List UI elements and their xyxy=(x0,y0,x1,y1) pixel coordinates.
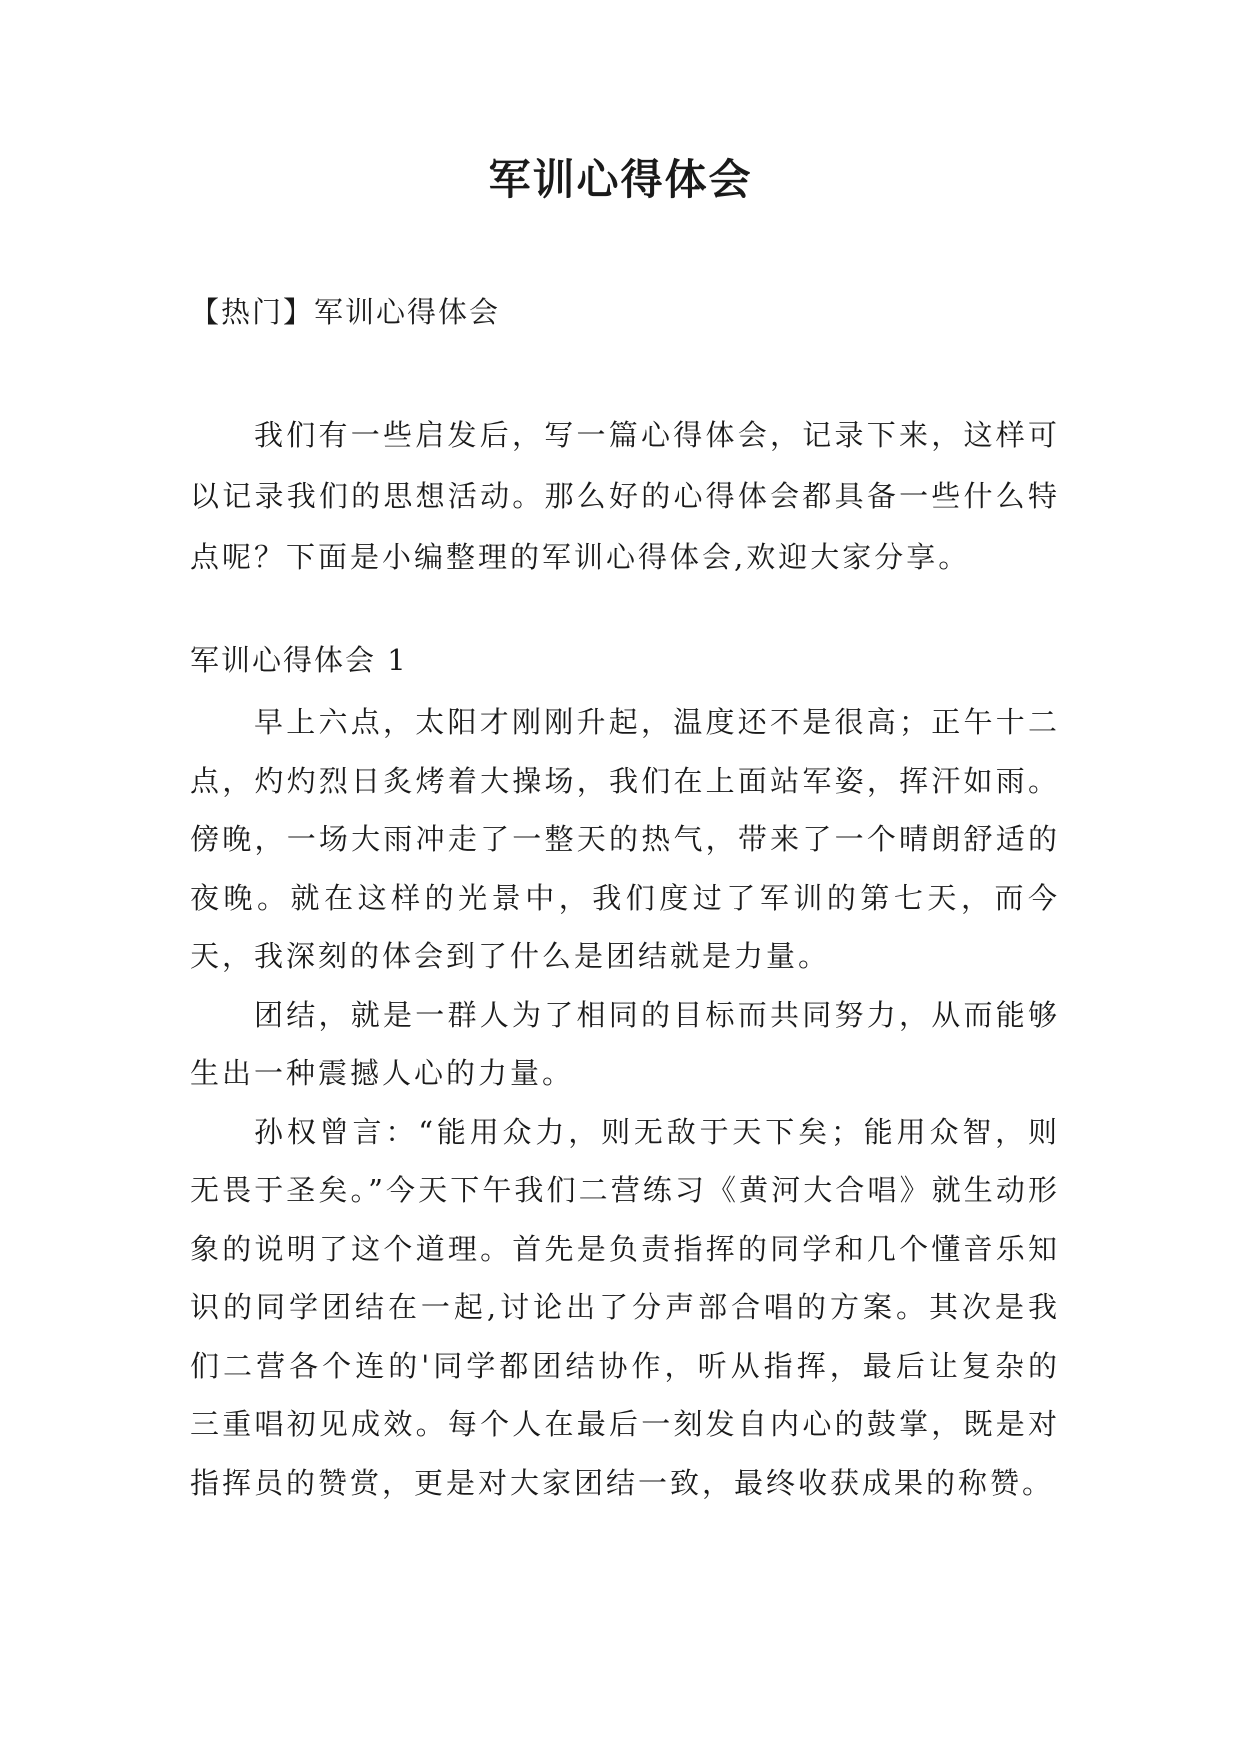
section-heading: 军训心得体会 1 xyxy=(190,643,408,677)
document-subtitle: 【热门】军训心得体会 xyxy=(190,295,501,329)
body-paragraph: 早上六点，太阳才刚刚升起，温度还不是很高；正午十二点，灼灼烈日炙烤着大操场，我们在上面站军姿，挥汗如雨。傍晚，一场大雨冲走了一整天的热气，带来了一个晴朗舒适的夜晚。就在这样的光景中，我们度过了军训的第七天，而今天，我深刻的体会到了什么是团结就是力量。 xyxy=(190,705,1060,973)
section-body xyxy=(190,693,1060,1512)
body-paragraph: 孙权曾言：“能用众力，则无敌于天下矣；能用众智，则无畏于圣矣。”今天下午我们二营练习《黄河大合唱》就生动形象的说明了这个道理。首先是负责指挥的同学和几个懂音乐知识的同学团结在一起,讨论出了分声部合唱的方案。其次是我们二营各个连的'同学都团结协作，听从指挥，最后让复杂的三重唱初见成效。每个人在最后一刻发自内心的鼓掌，既是对指挥员的赞赏，更是对大家团结一致，最终收获成果的称赞。 xyxy=(190,1114,1060,1500)
document-title: 军训心得体会 xyxy=(488,155,753,204)
body-paragraph: 团结，就是一群人为了相同的目标而共同努力，从而能够生出一种震撼人心的力量。 xyxy=(190,997,1060,1090)
intro-paragraph: 我们有一些启发后，写一篇心得体会，记录下来，这样可以记录我们的思想活动。那么好的心得体会都具备一些什么特点呢？下面是小编整理的军训心得体会,欢迎大家分享。 xyxy=(190,418,1060,574)
